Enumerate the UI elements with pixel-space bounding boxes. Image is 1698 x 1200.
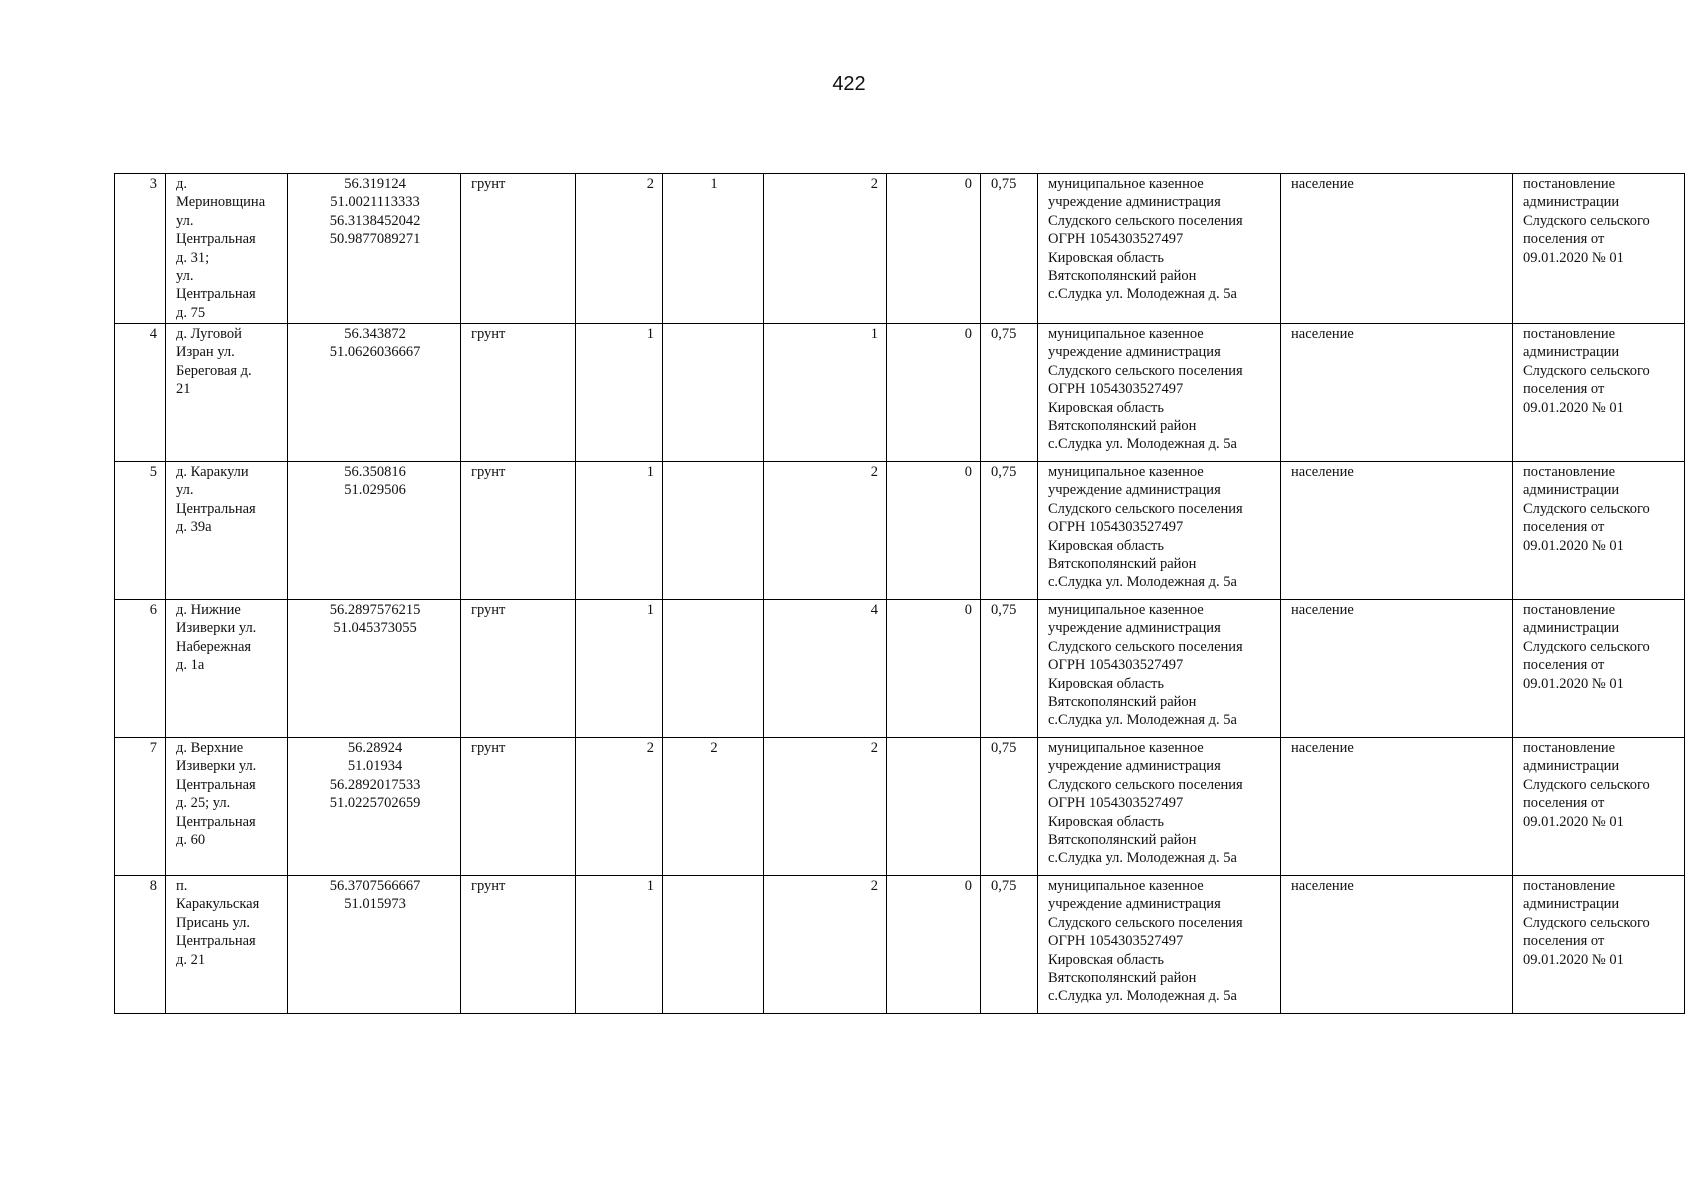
coordinate-line: 56.2892017533 bbox=[329, 776, 421, 793]
document-line: администрации bbox=[1523, 194, 1620, 211]
owner-cell bbox=[1038, 600, 1281, 738]
address-line: ул. bbox=[176, 482, 194, 499]
count-2-cell: 2 bbox=[663, 738, 764, 876]
owner-line: ОГРН 1054303527497 bbox=[1048, 657, 1184, 674]
coordinate-line: 51.015973 bbox=[344, 896, 406, 913]
coordinate-line: 56.28924 bbox=[347, 740, 403, 756]
coordinates-cell bbox=[288, 876, 461, 1014]
coordinate-line: 56.350816 bbox=[344, 464, 406, 480]
count-2-cell bbox=[663, 462, 764, 600]
count-3-cell: 1 bbox=[764, 324, 887, 462]
area-cell: 0,75 bbox=[981, 174, 1038, 324]
address-line: 21 bbox=[176, 381, 191, 398]
owner-line: учреждение администрация bbox=[1048, 620, 1221, 637]
address-line: Изиверки ул. bbox=[176, 620, 257, 637]
document-line: постановление bbox=[1523, 326, 1616, 342]
address-line: ул. bbox=[176, 268, 194, 285]
address-line: д. 21 bbox=[176, 951, 206, 968]
owner-line: с.Слудка ул. Молодежная д. 5а bbox=[1048, 850, 1237, 867]
address-line: Центральная bbox=[176, 500, 256, 517]
document-cell bbox=[1513, 600, 1685, 738]
count-1-cell: 2 bbox=[576, 174, 663, 324]
owner-line: Слудского сельского поселения bbox=[1048, 362, 1243, 379]
surface-cell: грунт bbox=[461, 324, 576, 462]
address-line: п. bbox=[176, 878, 188, 894]
address-line: д. Луговой bbox=[176, 326, 242, 342]
coordinate-line: 51.029506 bbox=[344, 482, 406, 499]
coordinates-cell bbox=[288, 324, 461, 462]
owner-line: муниципальное казенное bbox=[1048, 176, 1204, 192]
coordinate-line: 51.01934 bbox=[347, 758, 403, 775]
row-number-cell: 4 bbox=[115, 324, 166, 462]
address-line: Каракульская bbox=[176, 896, 260, 913]
owner-line: Кировская область bbox=[1048, 813, 1165, 830]
count-4-cell: 0 bbox=[887, 174, 981, 324]
document-line: администрации bbox=[1523, 344, 1620, 361]
surface-cell: грунт bbox=[461, 600, 576, 738]
table-row bbox=[115, 738, 1685, 876]
row-number-cell: 7 bbox=[115, 738, 166, 876]
table-body bbox=[115, 174, 1685, 1014]
sites-table bbox=[114, 173, 1685, 1014]
coordinate-line: 50.9877089271 bbox=[329, 231, 421, 248]
row-number-cell: 6 bbox=[115, 600, 166, 738]
table-row bbox=[115, 876, 1685, 1014]
address-line: д. 60 bbox=[176, 832, 206, 849]
count-2-cell bbox=[663, 324, 764, 462]
address-line: Центральная bbox=[176, 776, 256, 793]
owner-line: с.Слудка ул. Молодежная д. 5а bbox=[1048, 436, 1237, 453]
table-row bbox=[115, 324, 1685, 462]
surface-cell: грунт bbox=[461, 876, 576, 1014]
owner-line: ОГРН 1054303527497 bbox=[1048, 231, 1184, 248]
document-cell bbox=[1513, 876, 1685, 1014]
owner-line: учреждение администрация bbox=[1048, 758, 1221, 775]
address-line: д. Верхние bbox=[176, 740, 244, 756]
document-line: поселения от bbox=[1523, 933, 1605, 950]
address-line: д. bbox=[176, 176, 188, 192]
owner-line: Вятскополянский район bbox=[1048, 694, 1197, 711]
owner-line: ОГРН 1054303527497 bbox=[1048, 933, 1184, 950]
owner-line: Вятскополянский район bbox=[1048, 418, 1197, 435]
row-number-cell: 3 bbox=[115, 174, 166, 324]
document-line: Слудского сельского bbox=[1523, 212, 1650, 229]
count-1-cell: 1 bbox=[576, 324, 663, 462]
address-line: Центральная bbox=[176, 286, 256, 303]
count-3-cell: 2 bbox=[764, 876, 887, 1014]
owner-line: Кировская область bbox=[1048, 951, 1165, 968]
owner-line: Кировская область bbox=[1048, 537, 1165, 554]
owner-line: Вятскополянский район bbox=[1048, 832, 1197, 849]
count-2-cell: 1 bbox=[663, 174, 764, 324]
count-4-cell bbox=[887, 738, 981, 876]
address-line: Изиверки ул. bbox=[176, 758, 257, 775]
document-line: 09.01.2020 № 01 bbox=[1523, 249, 1624, 266]
coordinates-cell bbox=[288, 600, 461, 738]
area-cell: 0,75 bbox=[981, 600, 1038, 738]
coordinate-line: 51.0021113333 bbox=[330, 194, 420, 211]
owner-cell bbox=[1038, 876, 1281, 1014]
address-line: д. 31; bbox=[176, 249, 210, 266]
coordinate-line: 56.3707566667 bbox=[329, 878, 421, 894]
row-number-cell: 5 bbox=[115, 462, 166, 600]
served-cell: население bbox=[1281, 876, 1513, 1014]
address-cell bbox=[166, 324, 288, 462]
address-line: ул. bbox=[176, 212, 194, 229]
address-line: Центральная bbox=[176, 813, 256, 830]
owner-line: Вятскополянский район bbox=[1048, 970, 1197, 987]
owner-line: ОГРН 1054303527497 bbox=[1048, 381, 1184, 398]
owner-line: Слудского сельского поселения bbox=[1048, 212, 1243, 229]
count-3-cell: 2 bbox=[764, 462, 887, 600]
address-cell bbox=[166, 738, 288, 876]
owner-line: с.Слудка ул. Молодежная д. 5а bbox=[1048, 574, 1237, 591]
coordinate-line: 56.2897576215 bbox=[329, 602, 421, 618]
owner-line: с.Слудка ул. Молодежная д. 5а bbox=[1048, 712, 1237, 729]
document-line: Слудского сельского bbox=[1523, 500, 1650, 517]
document-line: администрации bbox=[1523, 896, 1620, 913]
count-2-cell bbox=[663, 876, 764, 1014]
owner-line: с.Слудка ул. Молодежная д. 5а bbox=[1048, 988, 1237, 1005]
document-line: поселения от bbox=[1523, 231, 1605, 248]
document-line: Слудского сельского bbox=[1523, 914, 1650, 931]
served-cell: население bbox=[1281, 462, 1513, 600]
served-cell: население bbox=[1281, 738, 1513, 876]
area-cell: 0,75 bbox=[981, 876, 1038, 1014]
document-cell bbox=[1513, 738, 1685, 876]
address-line: Центральная bbox=[176, 933, 256, 950]
document-line: поселения от bbox=[1523, 381, 1605, 398]
count-1-cell: 1 bbox=[576, 876, 663, 1014]
owner-line: Вятскополянский район bbox=[1048, 556, 1197, 573]
owner-line: муниципальное казенное bbox=[1048, 326, 1204, 342]
served-cell: население bbox=[1281, 174, 1513, 324]
document-line: администрации bbox=[1523, 620, 1620, 637]
address-line: Присань ул. bbox=[176, 914, 251, 931]
document-line: 09.01.2020 № 01 bbox=[1523, 399, 1624, 416]
table-row bbox=[115, 174, 1685, 324]
address-cell bbox=[166, 174, 288, 324]
owner-line: учреждение администрация bbox=[1048, 194, 1221, 211]
document-line: постановление bbox=[1523, 740, 1616, 756]
address-line: д. 25; ул. bbox=[176, 795, 231, 812]
area-cell: 0,75 bbox=[981, 738, 1038, 876]
table-row bbox=[115, 600, 1685, 738]
document-line: 09.01.2020 № 01 bbox=[1523, 951, 1624, 968]
surface-cell: грунт bbox=[461, 174, 576, 324]
document-line: Слудского сельского bbox=[1523, 362, 1650, 379]
owner-line: с.Слудка ул. Молодежная д. 5а bbox=[1048, 286, 1237, 303]
table-row bbox=[115, 462, 1685, 600]
coordinates-cell bbox=[288, 174, 461, 324]
address-line: Изран ул. bbox=[176, 344, 235, 361]
owner-cell bbox=[1038, 738, 1281, 876]
surface-cell: грунт bbox=[461, 462, 576, 600]
owner-line: учреждение администрация bbox=[1048, 344, 1221, 361]
owner-line: муниципальное казенное bbox=[1048, 878, 1204, 894]
owner-line: учреждение администрация bbox=[1048, 482, 1221, 499]
document-cell bbox=[1513, 462, 1685, 600]
document-cell bbox=[1513, 174, 1685, 324]
document-line: 09.01.2020 № 01 bbox=[1523, 675, 1624, 692]
coordinate-line: 56.319124 bbox=[344, 176, 406, 192]
coordinate-line: 56.343872 bbox=[344, 326, 406, 342]
coordinates-cell bbox=[288, 738, 461, 876]
owner-line: муниципальное казенное bbox=[1048, 602, 1204, 618]
address-cell bbox=[166, 462, 288, 600]
address-cell bbox=[166, 600, 288, 738]
document-cell bbox=[1513, 324, 1685, 462]
document-line: Слудского сельского bbox=[1523, 776, 1650, 793]
owner-cell bbox=[1038, 462, 1281, 600]
count-3-cell: 2 bbox=[764, 174, 887, 324]
document-line: администрации bbox=[1523, 758, 1620, 775]
document-line: поселения от bbox=[1523, 519, 1605, 536]
owner-line: Кировская область bbox=[1048, 675, 1165, 692]
area-cell: 0,75 bbox=[981, 462, 1038, 600]
served-cell: население bbox=[1281, 600, 1513, 738]
page-number: 422 bbox=[832, 73, 866, 95]
count-4-cell: 0 bbox=[887, 462, 981, 600]
count-4-cell: 0 bbox=[887, 876, 981, 1014]
coordinate-line: 56.3138452042 bbox=[329, 212, 421, 229]
address-line: д. Нижние bbox=[176, 602, 241, 618]
document-line: постановление bbox=[1523, 878, 1616, 894]
coordinate-line: 51.0626036667 bbox=[329, 344, 421, 361]
owner-line: ОГРН 1054303527497 bbox=[1048, 795, 1184, 812]
coordinates-cell bbox=[288, 462, 461, 600]
document-line: постановление bbox=[1523, 464, 1616, 480]
address-line: Набережная bbox=[176, 638, 252, 655]
document-line: администрации bbox=[1523, 482, 1620, 499]
address-line: д. Каракули bbox=[176, 464, 249, 480]
document-line: 09.01.2020 № 01 bbox=[1523, 537, 1624, 554]
count-3-cell: 4 bbox=[764, 600, 887, 738]
owner-line: Слудского сельского поселения bbox=[1048, 776, 1243, 793]
owner-line: ОГРН 1054303527497 bbox=[1048, 519, 1184, 536]
document-line: Слудского сельского bbox=[1523, 638, 1650, 655]
owner-line: учреждение администрация bbox=[1048, 896, 1221, 913]
owner-line: Кировская область bbox=[1048, 249, 1165, 266]
address-line: Мериновщина bbox=[176, 194, 266, 211]
address-line: д. 39а bbox=[176, 519, 212, 536]
count-3-cell: 2 bbox=[764, 738, 887, 876]
area-cell: 0,75 bbox=[981, 324, 1038, 462]
document-line: постановление bbox=[1523, 602, 1616, 618]
address-line: Береговая д. bbox=[176, 362, 252, 379]
count-1-cell: 1 bbox=[576, 600, 663, 738]
count-1-cell: 1 bbox=[576, 462, 663, 600]
address-line: д. 75 bbox=[176, 304, 206, 321]
owner-cell bbox=[1038, 174, 1281, 324]
coordinate-line: 51.045373055 bbox=[333, 620, 417, 637]
count-4-cell: 0 bbox=[887, 600, 981, 738]
document-line: поселения от bbox=[1523, 657, 1605, 674]
count-4-cell: 0 bbox=[887, 324, 981, 462]
document-line: 09.01.2020 № 01 bbox=[1523, 813, 1624, 830]
owner-line: муниципальное казенное bbox=[1048, 464, 1204, 480]
address-line: д. 1а bbox=[176, 657, 205, 674]
count-2-cell bbox=[663, 600, 764, 738]
owner-line: Слудского сельского поселения bbox=[1048, 500, 1243, 517]
owner-line: муниципальное казенное bbox=[1048, 740, 1204, 756]
surface-cell: грунт bbox=[461, 738, 576, 876]
served-cell: население bbox=[1281, 324, 1513, 462]
address-line: Центральная bbox=[176, 231, 256, 248]
row-number-cell: 8 bbox=[115, 876, 166, 1014]
owner-line: Слудского сельского поселения bbox=[1048, 914, 1243, 931]
owner-line: Вятскополянский район bbox=[1048, 268, 1197, 285]
address-cell bbox=[166, 876, 288, 1014]
document-line: постановление bbox=[1523, 176, 1616, 192]
count-1-cell: 2 bbox=[576, 738, 663, 876]
document-line: поселения от bbox=[1523, 795, 1605, 812]
owner-line: Слудского сельского поселения bbox=[1048, 638, 1243, 655]
coordinate-line: 51.0225702659 bbox=[329, 795, 421, 812]
owner-cell bbox=[1038, 324, 1281, 462]
owner-line: Кировская область bbox=[1048, 399, 1165, 416]
